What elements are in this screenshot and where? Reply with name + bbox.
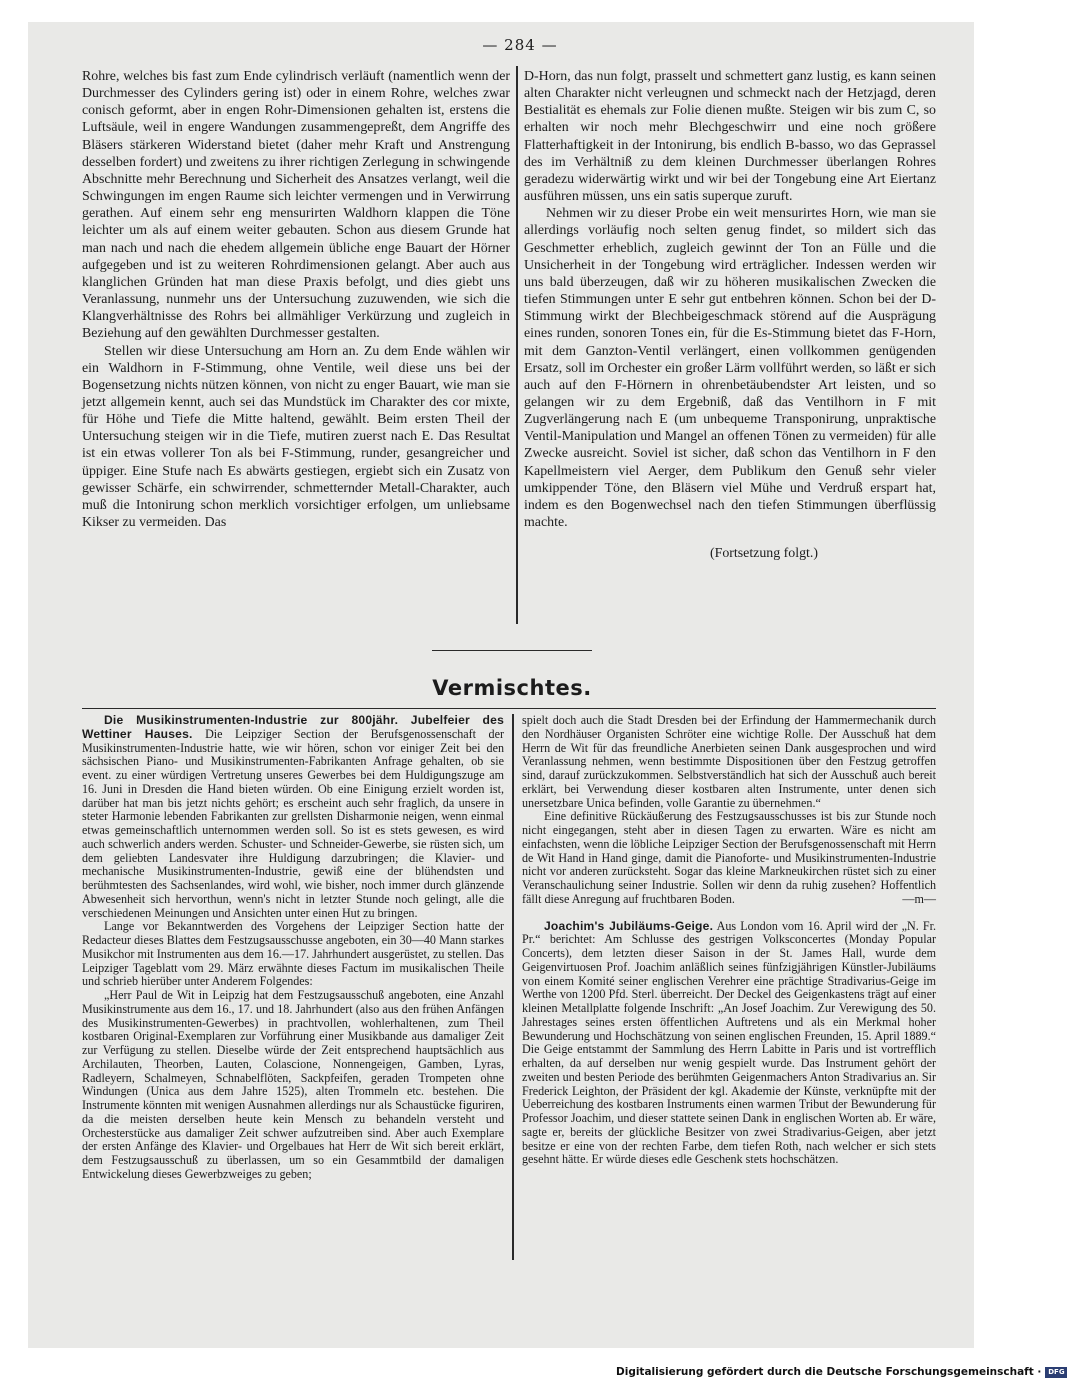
author-signature: —m— [902, 891, 936, 906]
page-number: — 284 — [482, 36, 558, 54]
news-column-right [522, 714, 936, 1262]
dfg-logo: DFG [1045, 1367, 1067, 1378]
news-column-left [82, 714, 504, 1262]
news-heading: Die Musikinstrumenten-Industrie zur 800jähr. Jubelfeier des Wettiner Hauses. [82, 713, 504, 741]
paragraph: Stellen wir diese Untersuchung am Horn an. Zu dem Ende wählen wir ein Waldhorn in F-Stimmung, ohne Ventile, weil diese uns bei der Bogensetzung nichts nützen können, von nicht zu enger Bauart, wie man sie jetzt allgemein kennt, auch sei das Mundstück im Charakter des cor mixte, für Höhe und Tiefe die Mitte haltend, gewählt. Beim ersten Theil der Untersuchung steigen wir in die Tiefe, mutiren zuerst nach E. Das Resultat ist ein etwas vollerer Ton als bei F-Stimmung, runder, gesangreicher und üppiger. Eine Stufe nach Es abwärts gestiegen, ergiebt sich ein Zusatz von gewisser Schärfe, ein schwirrender, schmetternder Metall-Charakter, auch muß die Intonirung schon merklich vorsichtiger erfolgen, um unliebsame Kikser zu vermeiden. Das [82, 343, 510, 531]
digitization-credit [616, 1366, 1065, 1378]
paragraph-text: Eine definitive Rückäußerung des Festzugsausschusses ist bis zur Stunde noch nicht eingegangen, steht aber in diesen Tagen zu erwarten. Wäre es nicht am einfachsten, wenn die löbliche Leipziger Section der Berufsgenossenschaft mit Herrn de Wit Hand in Hand ginge, damit die Pianoforte- und Musikinstrumenten-Industrie nicht vor anderen zurücksteht. Sogar das kleine Markneukirchen rüstet sich zu einer Veranschaulichung seiner Industrie. Sollen wir denn da ruhig zusehen? Hoffentlich fällt diese Anregung auf fruchtbaren Boden. [522, 809, 936, 906]
paragraph: Rohre, welches bis fast zum Ende cylindrisch verläuft (namentlich wenn der Durchmesser des Cylinders gering ist) oder in einem Rohre, welches zwar conisch geformt, aber in engen Rohr-Dimensionen gehalten ist, erstens die Luftsäule, weil in engere Wandungen zusammengepreßt, dem Angriffe des Bläsers stärkeren Widerstand bietet (daher mehr Kraft und Anstrengung desselben fordert) und zweitens zu ihrer richtigen Zerlegung in schwingende Abschnitte mehr Berechnung und Sicherheit des Ansatzes verlangt, weil die Schwingungen im engen Raume sich leichter vermengen und in Verwirrung gerathen. Auf einem sehr eng mensurirten Waldhorn klappen die Töne leichter um als auf einem weiter gebauten. Schon aus diesem Grunde hat man nach und nach die ehedem allgemein übliche enge Bauart der Hörner aufgegeben und ist zu weiteren Rohrdimensionen gelangt. Aber auch aus klanglichen Gründen hat man diese Praxis befolgt, und dies giebt uns Veranlassung, nunmehr uns der Untersuchung zuzuwenden, wie sich die Klangverhältnisse des Rohrs bei allmähliger Verkürzung und zugleich in Beziehung auf den gewählten Durchmesser gestalten. [82, 69, 510, 342]
column-divider [512, 714, 514, 1260]
paragraph: „Herr Paul de Wit in Leipzig hat dem Festzugsausschuß angeboten, eine Anzahl Musikinstrumente aus dem 16., 17. und 18. Jahrhundert (also aus den frühen Anfängen des Musikinstrumenten-Gewerbes) in prachtvollen, wohlerhaltenen, zum Theil kostbaren Original-Exemplaren zur Vorführung einer Musikbande aus damaliger Zeit zur Verfügung zu stellen. Dieselbe würde der Zeit entsprechend hauptsächlich aus Archilauten, Theorben, Lauten, Colascione, Nonnengeigen, Gamben, Lyras, Radleyern, Schalmeyen, Schnabelflöten, Sackpfeifen, geraden Trompeten ohne Windungen (Unica aus dem Jahre 1525), alten Trommeln etc. bestehen. Die Instrumente könnten mit wenigen Ausnahmen allerdings nur als Schaustücke figuriren, da die meisten derselben heute kein Mensch zu behandeln versteht und Orchesterstücke aus damaliger Zeit schwer aufzutreiben sind. Aber auch Exemplare der ersten Anfänge des Klavier- und Orgelbaues hat Herr de Wit sich bereit erklärt, dem Festzugsausschuß zu überlassen, um so ein Gesammtbild der damaligen Entwickelung dieses Gewerbzweiges zu geben; [82, 988, 504, 1181]
article-column-right [524, 68, 936, 628]
credit-text: Digitalisierung gefördert durch die Deutsche Forschungsgemeinschaft · [616, 1366, 1042, 1378]
section-rule [82, 708, 936, 709]
section-separator [432, 650, 592, 651]
column-divider [516, 66, 518, 624]
news-heading: Joachim's Jubiläums-Geige. [544, 918, 714, 933]
paragraph: D-Horn, das nun folgt, prasselt und schmettert ganz lustig, es kann seinen alten Charakter nicht verleugnen und schmeckt nach der Hetzjagd, deren Bestialität es ehemals zur Folie dienen mußte. Steigen wir bis zum C, so erhalten wir noch mehr Blechgeschwirr und eine noch größere Flatterhaftigkeit in der Intonirung, bis endlich B-basso, wo das Geprassel des im Verhältniß zu dem kleinen Durchmesser überlangen Rohres geradezu widerwärtig wirkt und wir bei der Tongebung eine Art Eiertanz ausführen müssen, uns ein satis superque zuruft. [524, 69, 936, 205]
paragraph: spielt doch auch die Stadt Dresden bei der Erfindung der Hammermechanik durch den Nordhäuser Organisten Schröter eine wichtige Rolle. Der Ausschuß hat dem Herrn de Wit für das freundliche Anerbieten seinen Dank ausgesprochen und wird Veranlassung nehmen, wenn bestimmte Dispositionen über den Festzug getroffen sind, darauf zurückzukommen. Selbstverständlich hat sich der Ausschuß auch bereit erklärt, bei Verwendung dieser kostbaren alten Instrumente, unter denen sich unersetzbare Unica befinden, volle Garantie zu übernehmen.“ [522, 713, 936, 810]
news-item [82, 714, 504, 920]
continued-note: (Fortsetzung folgt.) [709, 546, 818, 562]
section-title: Vermischtes. [432, 676, 592, 700]
paragraph: Lange vor Bekanntwerden des Vorgehens der Leipziger Section hatte der Redacteur dieses Blattes dem Festzugsausschusse angeboten, ein 30—40 Mann starkes Musikchor mit Instrumenten aus dem 16.—17. Jahrhundert ausgerüstet, zu stellen. Das Leipziger Tageblatt vom 29. März erwähnte dieses Factum im musikalischen Theile und schrieb hierüber unter Anderem Folgendes: [82, 919, 504, 989]
news-text: Aus London vom 16. April wird der „N. Fr. Pr.“ berichtet: Am Schlusse des gestrigen Volksconcertes (Monday Popular Concerts), dem letzten dieser Saison in der St. James Hall, wurde dem Geigenvirtuosen Prof. Joachim anläßlich seines fünfzigjährigen Künstler-Jubiläums von einem Komité seiner englischen Verehrer eine prächtige Stradivarius-Geige im Werthe von 1200 Pfd. Sterl. überreicht. Der Deckel des Geigenkastens trägt auf einer kleinen Metallplatte folgende Inschrift: „An Josef Joachim. Zur Verewigung des 50. Jahrestages seines ersten öffentlichen Auftretens und als ein Merkmal hoher Bewunderung und Hochschätzung von seinen englischen Freunden, 15. April 1889.“ Die Geige entstammt der Sammlung des Herrn Labitte in Paris und ist vortrefflich erhalten, da auf derselben nur wenig gespielt wurde. Das Instrument gehört der zweiten und besten Periode des berühmten Geigenmachers Anton Stradivarius an. Sir Frederick Leighton, der Präsident der kgl. Akademie der Künste, verknüpfte mit der Ueberreichung des kostbaren Instruments einen warmen Tribut der Bewunderung für Professor Joachim, und dieser stattete seinen Dank in englischen Worten ab. Er wäre, sagte er, bereits der glückliche Besitzer von zwei Stradivarius-Geigen, aber jetzt besitze er eine von der rechten Farbe, dem tiefen Roth, nach welcher er sich stets gesehnt hätte. Er würde dieses edle Geschenk stets hochschätzen. [522, 918, 936, 1167]
news-item [522, 920, 936, 1168]
paragraph [522, 810, 936, 906]
paragraph: Nehmen wir zu dieser Probe ein weit mensurirtes Horn, wie man sie allerdings vorläufig noch selten genug findet, so mildert sich das Geschmetter erheblich, zugleich gewinnt der Ton an Fülle und die Unsicherheit in der Tongebung wird erträglicher. Indessen werden wir uns bald überzeugen, daß wir zu höheren musikalischen Zwecken die tiefen Stimmungen unter E sehr gut entbehren können. Schon bei der D-Stimmung wirkt der Blechbeigeschmack störend auf die Ausprägung eines runden, sonoren Tones ein, für die Es-Stimmung bietet das F-Horn, mit dem Ganzton-Ventil verlängert, einen vollkommen genügenden Ersatz, soll im Orchester ein großer Lärm vollführt werden, so läßt er sich auch auf den F-Hörnern in ohrenbetäubendster Art leisten, und so gelangen wir zu dem Ergebniß, daß das Ventilhorn in F mit Zugverlängerung nach E (um unbequeme Transponirung, unpraktische Ventil-Manipulation und Mangel an offenen Tönen zu vermeiden) für alle Zwecke ausreicht. Soviel ist sicher, daß schon das Ventilhorn in F den Kapellmeistern viel Aerger, dem Publikum den Genuß sehr vieler umkippender Töne, den Bläsern viel Mühe und Verdruß erspart hat, indem es den Bogenwechsel nach den tiefen Stimmungen überflüssig machte. [524, 206, 936, 531]
news-text: Die Leipziger Section der Berufsgenossenschaft der Musikinstrumenten-Industrie hatte, wie wir hören, schon vor einiger Zeit bei den sächsischen Piano- und Musikinstrumenten-Fabrikanten Anfrage gehalten, ob sie event. zu einer würdigen Vertretung unseres Gewerbes bei dem Huldigungszuge am 16. Juni in Dresden die Hand bieten würden. Ob eine Einigung erzielt worden ist, darüber hat man bis jetzt nichts gehört; es erscheint auch sehr fraglich, da unsere in steter Harmonie lebenden Fabrikanten zur grellsten Disharmonie neigen, wenn einmal etwas gemeinschaftlich unternommen werden soll. So ist es stets gewesen, es wird auch schwerlich anders werden. Schuster- und Schneider-Gewerbe, sie rüsten sich, um dem geliebten Landesvater ihre Huldigung darzubringen; die Klavier- und mechanische Musikinstrumenten-Industrie, gewiß eine der blühendsten und berühmtesten des Sachsenlandes, wird wohl, wie bisher, noch immer durch glänzende Abwesenheit sich hervorthun, wenn's nicht in letzter Stunde noch gelingt, alle die verschiedenen Meinungen und Ansichten unter einen Hut zu bringen. [82, 726, 504, 920]
article-column-left [82, 68, 510, 628]
